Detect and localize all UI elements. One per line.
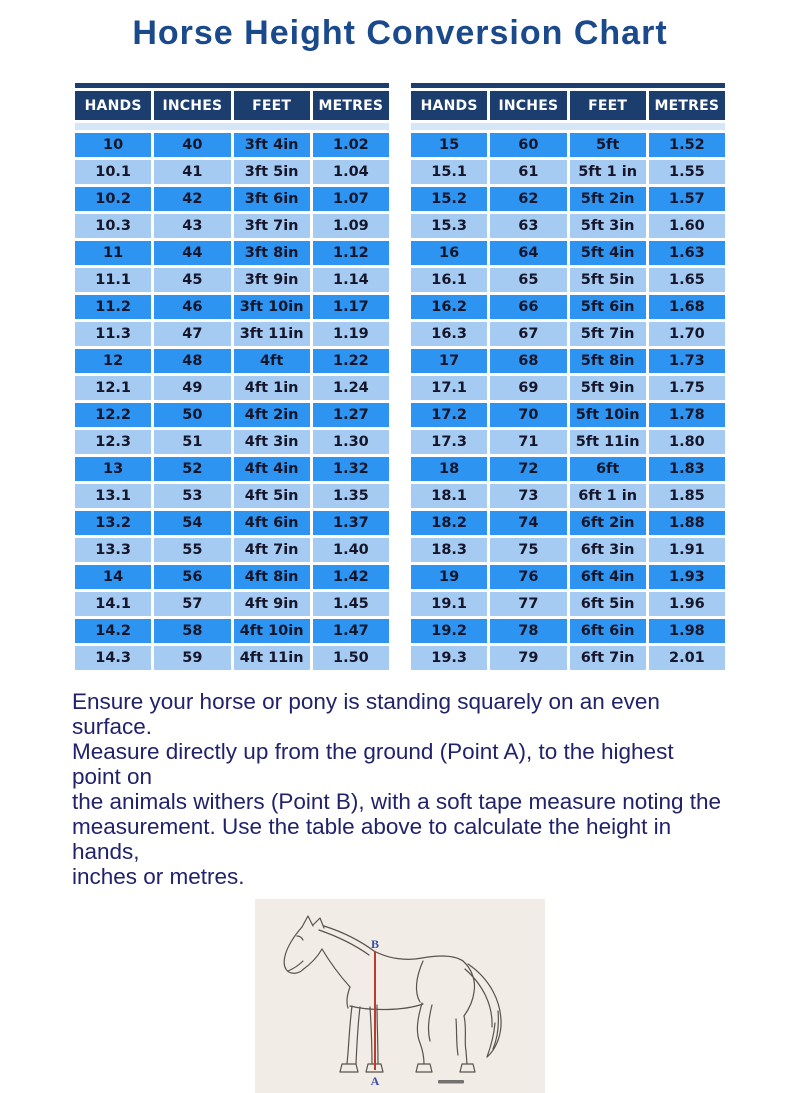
table-cell: 1.80 xyxy=(649,430,725,454)
table-cell: 1.65 xyxy=(649,268,725,292)
table-cell: 16.2 xyxy=(411,295,487,319)
table-row xyxy=(411,646,725,670)
table-row xyxy=(411,403,725,427)
image-credit-smudge xyxy=(438,1080,464,1084)
table-row xyxy=(75,187,389,211)
table-row xyxy=(411,511,725,535)
table-cell: 4ft 6in xyxy=(234,511,310,535)
table-cell: 16.3 xyxy=(411,322,487,346)
table-cell: 10.1 xyxy=(75,160,151,184)
table-row xyxy=(411,322,725,346)
table-cell: 14 xyxy=(75,565,151,589)
table-cell: 43 xyxy=(154,214,230,238)
table-cell: 3ft 11in xyxy=(234,322,310,346)
column-header-hands: HANDS xyxy=(411,91,487,120)
table-cell: 14.2 xyxy=(75,619,151,643)
header-row xyxy=(411,91,725,120)
table-cell: 19.3 xyxy=(411,646,487,670)
table-cell: 1.14 xyxy=(313,268,389,292)
table-cell: 10 xyxy=(75,133,151,157)
table-cell: 1.32 xyxy=(313,457,389,481)
spacer-row xyxy=(75,123,389,130)
horse-measurement-figure xyxy=(255,899,545,1093)
table-cell: 19.1 xyxy=(411,592,487,616)
table-row xyxy=(75,511,389,535)
table-cell: 5ft 1 in xyxy=(570,160,646,184)
table-cell: 1.42 xyxy=(313,565,389,589)
point-a-label: A xyxy=(370,1074,380,1088)
table-row xyxy=(411,457,725,481)
table-cell: 15.1 xyxy=(411,160,487,184)
table-row xyxy=(411,187,725,211)
table-cell: 5ft 7in xyxy=(570,322,646,346)
table-cell: 19.2 xyxy=(411,619,487,643)
table-cell: 3ft 9in xyxy=(234,268,310,292)
table-cell: 1.60 xyxy=(649,214,725,238)
measuring-instructions xyxy=(72,689,728,889)
table-cell: 5ft 4in xyxy=(570,241,646,265)
column-header-inches: INCHES xyxy=(490,91,566,120)
table-cell: 4ft 4in xyxy=(234,457,310,481)
table-cell: 52 xyxy=(154,457,230,481)
table-cell: 1.57 xyxy=(649,187,725,211)
table-cell: 12.3 xyxy=(75,430,151,454)
hands-table-10-14 xyxy=(72,88,392,673)
table-cell: 6ft 5in xyxy=(570,592,646,616)
table-cell: 3ft 7in xyxy=(234,214,310,238)
table-cell: 1.70 xyxy=(649,322,725,346)
table-row xyxy=(75,592,389,616)
table-cell: 74 xyxy=(490,511,566,535)
table-cell: 1.24 xyxy=(313,376,389,400)
column-header-feet: FEET xyxy=(570,91,646,120)
table-cell: 4ft 11in xyxy=(234,646,310,670)
table-row xyxy=(75,565,389,589)
table-cell: 6ft 6in xyxy=(570,619,646,643)
instruction-line: measurement. Use the table above to calculate the height in hands, xyxy=(72,814,672,864)
table-row xyxy=(411,349,725,373)
column-header-hands: HANDS xyxy=(75,91,151,120)
table-cell: 68 xyxy=(490,349,566,373)
table-cell: 17 xyxy=(411,349,487,373)
instruction-line: Ensure your horse or pony is standing squarely on an even surface. xyxy=(72,689,660,739)
table-cell: 1.91 xyxy=(649,538,725,562)
table-cell: 6ft 1 in xyxy=(570,484,646,508)
table-cell: 10.2 xyxy=(75,187,151,211)
table-cell: 70 xyxy=(490,403,566,427)
table-cell: 5ft 9in xyxy=(570,376,646,400)
table-row xyxy=(75,619,389,643)
table-cell: 77 xyxy=(490,592,566,616)
table-cell: 1.27 xyxy=(313,403,389,427)
table-cell: 46 xyxy=(154,295,230,319)
conversion-table-right xyxy=(408,83,728,673)
table-row xyxy=(75,268,389,292)
table-row xyxy=(75,160,389,184)
table-cell: 59 xyxy=(154,646,230,670)
table-row xyxy=(411,619,725,643)
table-cell: 4ft xyxy=(234,349,310,373)
instruction-line: the animals withers (Point B), with a soft tape measure noting the xyxy=(72,789,722,814)
table-cell: 1.04 xyxy=(313,160,389,184)
table-cell: 78 xyxy=(490,619,566,643)
table-cell: 1.47 xyxy=(313,619,389,643)
horse-outline xyxy=(284,916,501,1072)
hands-table-15-19 xyxy=(408,88,728,673)
table-cell: 66 xyxy=(490,295,566,319)
table-cell: 5ft 10in xyxy=(570,403,646,427)
table-cell: 62 xyxy=(490,187,566,211)
table-row xyxy=(75,133,389,157)
table-cell: 3ft 6in xyxy=(234,187,310,211)
table-row xyxy=(75,403,389,427)
table-cell: 61 xyxy=(490,160,566,184)
table-cell: 3ft 5in xyxy=(234,160,310,184)
table-cell: 5ft 11in xyxy=(570,430,646,454)
table-row xyxy=(75,241,389,265)
table-cell: 1.22 xyxy=(313,349,389,373)
table-cell: 4ft 3in xyxy=(234,430,310,454)
table-row xyxy=(411,214,725,238)
table-cell: 12 xyxy=(75,349,151,373)
table-cell: 42 xyxy=(154,187,230,211)
table-cell: 12.1 xyxy=(75,376,151,400)
column-header-inches: INCHES xyxy=(154,91,230,120)
table-cell: 4ft 10in xyxy=(234,619,310,643)
table-cell: 1.55 xyxy=(649,160,725,184)
instruction-line: inches or metres. xyxy=(72,864,245,889)
table-cell: 11.3 xyxy=(75,322,151,346)
column-header-metres: METRES xyxy=(313,91,389,120)
table-row xyxy=(411,133,725,157)
table-cell: 67 xyxy=(490,322,566,346)
table-cell: 11.1 xyxy=(75,268,151,292)
table-cell: 1.07 xyxy=(313,187,389,211)
table-cell: 1.19 xyxy=(313,322,389,346)
table-cell: 71 xyxy=(490,430,566,454)
table-cell: 2.01 xyxy=(649,646,725,670)
table-cell: 1.83 xyxy=(649,457,725,481)
table-cell: 4ft 8in xyxy=(234,565,310,589)
table-cell: 1.96 xyxy=(649,592,725,616)
table-cell: 1.63 xyxy=(649,241,725,265)
table-cell: 76 xyxy=(490,565,566,589)
table-cell: 18 xyxy=(411,457,487,481)
table-row xyxy=(75,646,389,670)
table-cell: 1.85 xyxy=(649,484,725,508)
table-cell: 13.3 xyxy=(75,538,151,562)
table-cell: 6ft 3in xyxy=(570,538,646,562)
column-header-feet: FEET xyxy=(234,91,310,120)
table-cell: 56 xyxy=(154,565,230,589)
table-cell: 65 xyxy=(490,268,566,292)
table-cell: 44 xyxy=(154,241,230,265)
table-cell: 1.73 xyxy=(649,349,725,373)
table-cell: 1.40 xyxy=(313,538,389,562)
table-cell: 1.52 xyxy=(649,133,725,157)
table-cell: 72 xyxy=(490,457,566,481)
table-cell: 47 xyxy=(154,322,230,346)
table-cell: 10.3 xyxy=(75,214,151,238)
table-row xyxy=(411,268,725,292)
table-row xyxy=(411,484,725,508)
table-cell: 1.12 xyxy=(313,241,389,265)
table-cell: 4ft 7in xyxy=(234,538,310,562)
table-cell: 48 xyxy=(154,349,230,373)
table-cell: 1.93 xyxy=(649,565,725,589)
table-cell: 3ft 10in xyxy=(234,295,310,319)
table-row xyxy=(411,160,725,184)
table-row xyxy=(75,214,389,238)
table-cell: 15.3 xyxy=(411,214,487,238)
table-cell: 73 xyxy=(490,484,566,508)
table-cell: 14.1 xyxy=(75,592,151,616)
table-body xyxy=(75,133,389,670)
table-cell: 1.88 xyxy=(649,511,725,535)
table-cell: 1.98 xyxy=(649,619,725,643)
header-row xyxy=(75,91,389,120)
table-cell: 6ft xyxy=(570,457,646,481)
table-cell: 1.02 xyxy=(313,133,389,157)
table-cell: 5ft 5in xyxy=(570,268,646,292)
table-row xyxy=(75,484,389,508)
table-row xyxy=(75,322,389,346)
table-row xyxy=(411,295,725,319)
table-row xyxy=(411,376,725,400)
table-cell: 15 xyxy=(411,133,487,157)
table-row xyxy=(411,241,725,265)
table-cell: 18.2 xyxy=(411,511,487,535)
table-cell: 57 xyxy=(154,592,230,616)
table-cell: 1.78 xyxy=(649,403,725,427)
table-cell: 11.2 xyxy=(75,295,151,319)
table-row xyxy=(75,457,389,481)
table-cell: 5ft 2in xyxy=(570,187,646,211)
table-cell: 40 xyxy=(154,133,230,157)
table-cell: 5ft 8in xyxy=(570,349,646,373)
table-cell: 16.1 xyxy=(411,268,487,292)
table-row xyxy=(75,295,389,319)
table-row xyxy=(411,430,725,454)
table-cell: 49 xyxy=(154,376,230,400)
table-cell: 12.2 xyxy=(75,403,151,427)
instruction-line: Measure directly up from the ground (Point A), to the highest point on xyxy=(72,739,674,789)
spacer-cell xyxy=(411,123,725,130)
table-cell: 6ft 2in xyxy=(570,511,646,535)
horse-illustration xyxy=(255,899,545,1093)
table-cell: 55 xyxy=(154,538,230,562)
table-cell: 41 xyxy=(154,160,230,184)
table-cell: 1.37 xyxy=(313,511,389,535)
table-body xyxy=(411,133,725,670)
table-cell: 13 xyxy=(75,457,151,481)
table-cell: 13.1 xyxy=(75,484,151,508)
table-row xyxy=(411,538,725,562)
point-b-label: B xyxy=(370,937,380,951)
table-cell: 1.09 xyxy=(313,214,389,238)
table-row xyxy=(75,538,389,562)
table-cell: 4ft 2in xyxy=(234,403,310,427)
spacer-row xyxy=(411,123,725,130)
table-cell: 16 xyxy=(411,241,487,265)
table-cell: 1.30 xyxy=(313,430,389,454)
table-cell: 5ft xyxy=(570,133,646,157)
table-cell: 17.2 xyxy=(411,403,487,427)
table-cell: 18.1 xyxy=(411,484,487,508)
table-cell: 4ft 5in xyxy=(234,484,310,508)
table-cell: 1.17 xyxy=(313,295,389,319)
table-row xyxy=(411,592,725,616)
table-cell: 69 xyxy=(490,376,566,400)
table-cell: 64 xyxy=(490,241,566,265)
table-cell: 1.68 xyxy=(649,295,725,319)
table-cell: 17.3 xyxy=(411,430,487,454)
table-row xyxy=(75,430,389,454)
table-cell: 60 xyxy=(490,133,566,157)
table-cell: 58 xyxy=(154,619,230,643)
table-cell: 6ft 7in xyxy=(570,646,646,670)
table-cell: 1.45 xyxy=(313,592,389,616)
conversion-tables xyxy=(72,83,728,673)
table-cell: 5ft 6in xyxy=(570,295,646,319)
table-cell: 19 xyxy=(411,565,487,589)
table-cell: 45 xyxy=(154,268,230,292)
table-cell: 3ft 4in xyxy=(234,133,310,157)
table-cell: 51 xyxy=(154,430,230,454)
table-cell: 4ft 1in xyxy=(234,376,310,400)
column-header-metres: METRES xyxy=(649,91,725,120)
table-cell: 17.1 xyxy=(411,376,487,400)
table-cell: 18.3 xyxy=(411,538,487,562)
table-cell: 13.2 xyxy=(75,511,151,535)
table-cell: 63 xyxy=(490,214,566,238)
spacer-cell xyxy=(75,123,389,130)
table-cell: 4ft 9in xyxy=(234,592,310,616)
table-cell: 15.2 xyxy=(411,187,487,211)
page-title: Horse Height Conversion Chart xyxy=(132,14,668,52)
table-cell: 75 xyxy=(490,538,566,562)
table-cell: 50 xyxy=(154,403,230,427)
conversion-table-left xyxy=(72,83,392,673)
table-cell: 14.3 xyxy=(75,646,151,670)
table-cell: 54 xyxy=(154,511,230,535)
table-cell: 53 xyxy=(154,484,230,508)
table-cell: 1.75 xyxy=(649,376,725,400)
table-cell: 1.50 xyxy=(313,646,389,670)
table-row xyxy=(411,565,725,589)
table-row xyxy=(75,376,389,400)
table-cell: 3ft 8in xyxy=(234,241,310,265)
table-cell: 6ft 4in xyxy=(570,565,646,589)
table-cell: 1.35 xyxy=(313,484,389,508)
table-cell: 5ft 3in xyxy=(570,214,646,238)
table-cell: 11 xyxy=(75,241,151,265)
table-cell: 79 xyxy=(490,646,566,670)
table-row xyxy=(75,349,389,373)
